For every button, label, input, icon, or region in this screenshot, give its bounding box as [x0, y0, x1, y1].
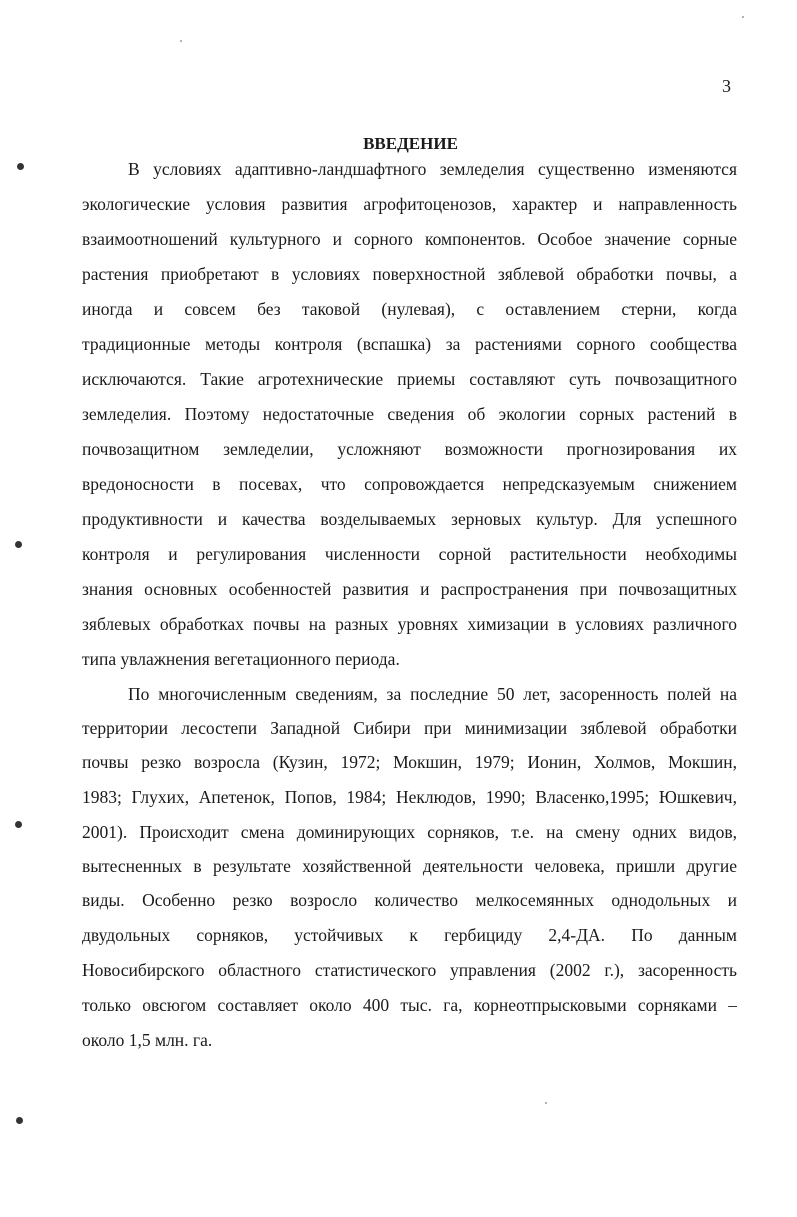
text-line: традиционные методы контроля (вспашка) за растениями сорного сообщества: [82, 334, 737, 354]
text-line: зяблевых обработках почвы на разных уровнях химизации в условиях различного: [82, 614, 737, 634]
binding-mark: [17, 163, 24, 170]
text-line: почвы резко возросла (Кузин, 1972; Мокшин, 1979; Ионин, Холмов, Мокшин,: [82, 752, 737, 772]
scan-speck: [180, 40, 182, 42]
text-line: вытесненных в результате хозяйственной деятельности человека, пришли другие: [82, 856, 737, 876]
page-title: ВВЕДЕНИЕ: [363, 134, 458, 153]
scan-speck: [742, 16, 744, 18]
text-line: почвозащитном земледелии, усложняют возможности прогнозирования их: [82, 439, 737, 459]
text-line: По многочисленным сведениям, за последние 50 лет, засоренность полей на: [128, 684, 737, 704]
text-line: иногда и совсем без таковой (нулевая), с оставлением стерни, когда: [82, 299, 737, 319]
text-line: исключаются. Такие агротехнические приемы составляют суть почвозащитного: [82, 369, 737, 389]
text-line: вредоносности в посевах, что сопровождается непредсказуемым снижением: [82, 474, 737, 494]
text-line: растения приобретают в условиях поверхностной зяблевой обработки почвы, а: [82, 264, 737, 284]
text-line: земледелия. Поэтому недостаточные сведения об экологии сорных растений в: [82, 404, 737, 424]
text-line: Новосибирского областного статистического управления (2002 г.), засоренность: [82, 960, 737, 980]
text-line: знания основных особенностей развития и распространения при почвозащитных: [82, 579, 737, 599]
text-line: виды. Особенно резко возросло количество мелкосемянных однодольных и: [82, 890, 737, 910]
text-line: типа увлажнения вегетационного периода.: [82, 649, 400, 669]
page-number: 3: [722, 76, 731, 96]
binding-mark: [16, 1117, 23, 1124]
text-line: продуктивности и качества возделываемых зерновых культур. Для успешного: [82, 509, 737, 529]
text-line: 2001). Происходит смена доминирующих сорняков, т.е. на смену одних видов,: [82, 822, 737, 842]
binding-mark: [15, 821, 22, 828]
binding-mark: [15, 541, 22, 548]
text-line: контроля и регулирования численности сорной растительности необходимы: [82, 544, 737, 564]
text-line: взаимоотношений культурного и сорного компонентов. Особое значение сорные: [82, 229, 737, 249]
text-line: 1983; Глухих, Апетенок, Попов, 1984; Неклюдов, 1990; Власенко,1995; Юшкевич,: [82, 787, 737, 807]
text-line: В условиях адаптивно-ландшафтного земледелия существенно изменяются: [128, 159, 737, 179]
text-line: около 1,5 млн. га.: [82, 1030, 213, 1050]
text-line: экологические условия развития агрофитоценозов, характер и направленность: [82, 194, 737, 214]
text-line: двудольных сорняков, устойчивых к гербициду 2,4-ДА. По данным: [82, 925, 737, 945]
text-line: только овсюгом составляет около 400 тыс. га, корнеотпрысковыми сорняками –: [82, 995, 737, 1015]
text-line: территории лесостепи Западной Сибири при минимизации зяблевой обработки: [82, 718, 737, 738]
scan-speck: [545, 1102, 547, 1104]
